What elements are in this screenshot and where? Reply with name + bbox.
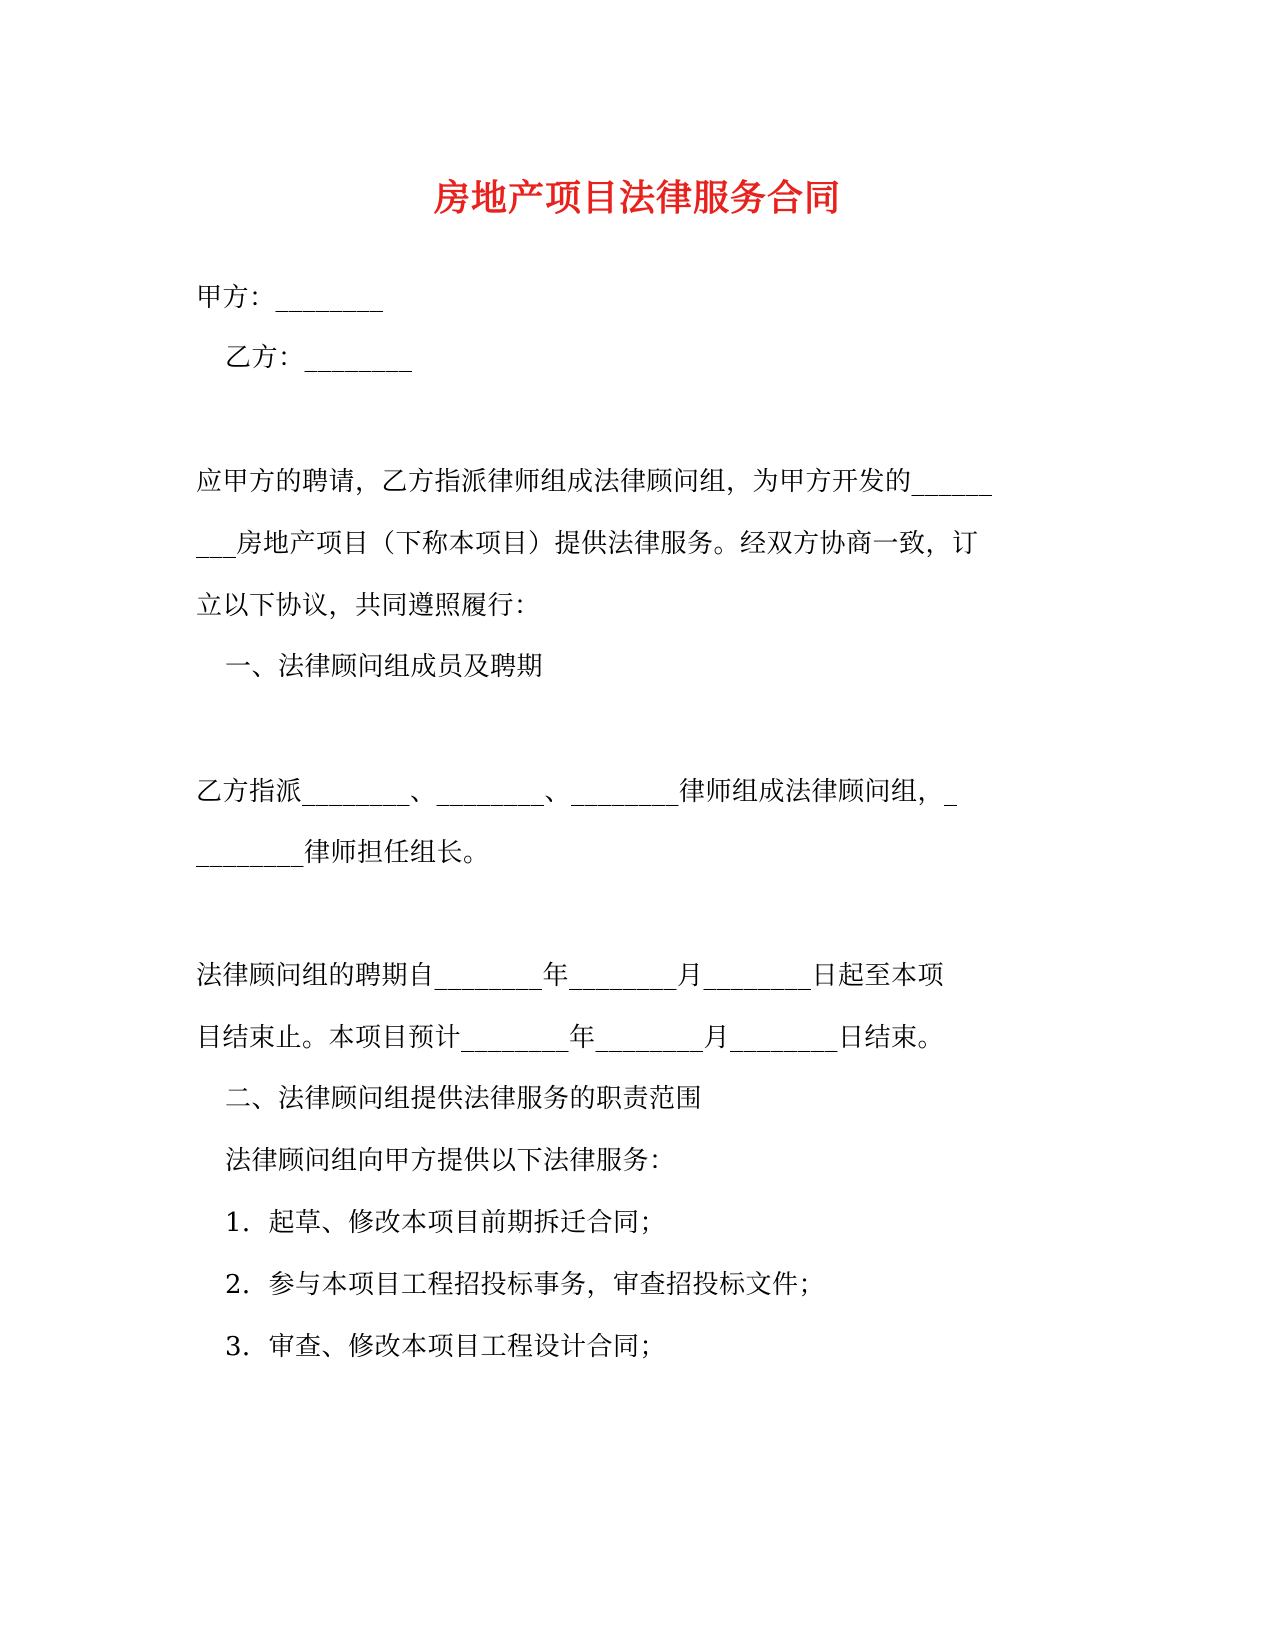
document-title: 房地产项目法律服务合同 xyxy=(433,177,841,219)
body-paragraph-line: 乙方指派________、________、________律师组成法律顾问组，_ xyxy=(196,777,958,807)
section-heading: 二、法律顾问组提供法律服务的职责范围 xyxy=(225,1084,703,1114)
body-paragraph-line: ___房地产项目（下称本项目）提供法律服务。经双方协商一致，订 xyxy=(196,529,979,559)
list-item: 1．起草、修改本项目前期拆迁合同； xyxy=(225,1208,667,1238)
party-a-line: 甲方：________ xyxy=(196,283,384,313)
body-paragraph-line: 应甲方的聘请，乙方指派律师组成法律顾问组，为甲方开发的______ xyxy=(196,467,993,497)
section-heading: 一、法律顾问组成员及聘期 xyxy=(225,652,544,682)
list-item: 2．参与本项目工程招投标事务，审查招投标文件； xyxy=(225,1270,826,1300)
body-paragraph-line: 目结束止。本项目预计________年________月________日结束。 xyxy=(196,1023,945,1053)
party-b-line: 乙方：________ xyxy=(225,343,413,373)
body-paragraph-line: ________律师担任组长。 xyxy=(196,838,490,868)
body-paragraph-line: 法律顾问组向甲方提供以下法律服务： xyxy=(225,1146,676,1176)
body-paragraph-line: 立以下协议，共同遵照履行： xyxy=(196,591,541,621)
list-item: 3．审查、修改本项目工程设计合同； xyxy=(225,1332,667,1362)
body-paragraph-line: 法律顾问组的聘期自________年________月________日起至本项 xyxy=(196,961,945,991)
